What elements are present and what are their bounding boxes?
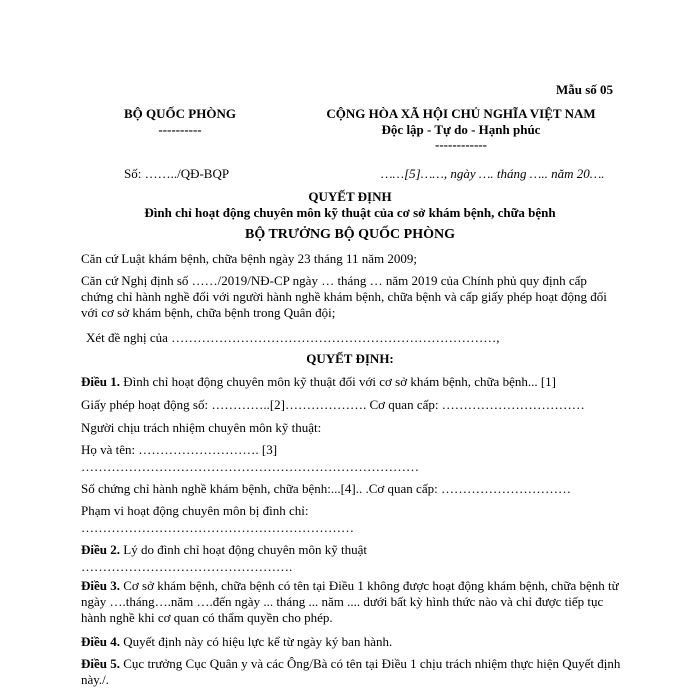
article-1 [81,374,621,390]
article-4 [81,634,621,650]
article-1-text: Đình chỉ hoạt động chuyên môn kỹ thuật đối với cơ sở khám bệnh, chữa bệnh... [1] [120,374,557,389]
article-4-text: Quyết định này có hiệu lực kể từ ngày ký ban hành. [120,634,393,649]
article-3-label: Điều 3. [81,578,120,593]
name-line: Họ và tên: ………………………. [3] [81,442,278,457]
article-2-dotted-line: …………………………………………. [81,559,293,574]
document-subtitle: Đình chỉ hoạt động chuyên môn kỹ thuật của cơ sở khám bệnh, chữa bệnh [144,205,556,220]
place-and-date: ……[5]……, ngày …. tháng ….. năm 20…. [381,166,605,181]
decision-heading: QUYẾT ĐỊNH: [306,351,394,366]
license-line: Giấy phép hoạt động số: …………..[2]………………. Cơ quan cấp: …………………………… [81,397,585,412]
article-2-text: Lý do đình chỉ hoạt động chuyên môn kỹ thuật [120,542,367,557]
article-5-label: Điều 5. [81,656,120,671]
document-number: Số: ……../QĐ-BQP [124,166,230,181]
country-name: CỘNG HÒA XÃ HỘI CHỦ NGHĨA VIỆT NAM [326,106,596,121]
responsible-person-label: Người chịu trách nhiệm chuyên môn kỹ thuật: [81,420,322,435]
basis-decree: Căn cứ Nghị định số ……/2019/NĐ-CP ngày … tháng … năm 2019 của Chính phủ quy định cấp chứng chỉ hành nghề đối với người hành nghề khám bệnh, chữa bệnh và cấp giấy phép hoạt động đối với cơ sở khám bệnh, chữa bệnh trong Quân đội; [81,273,607,320]
ministry-rule: ---------- [158,122,202,137]
article-2 [81,542,621,558]
article-1-label: Điều 1. [81,374,120,389]
ministry-name: BỘ QUỐC PHÒNG [124,106,236,121]
article-5 [81,656,621,688]
certificate-line: Số chứng chỉ hành nghề khám bệnh, chữa bệnh:...[4].. .Cơ quan cấp: ………………………… [81,481,571,496]
article-3 [81,578,621,626]
article-3-text: Cơ sở khám bệnh, chữa bệnh có tên tại Điều 1 không được hoạt động khám bệnh, chữa bệnh từ ngày ….tháng….năm ….đến ngày ... tháng ... năm .... dưới bất kỳ hình thức nào và chỉ được tiếp tục hành nghề khi cơ quan có thẩm quyền cho phép. [81,578,619,625]
form-number: Mẫu số 05 [556,82,614,97]
basis-law: Căn cứ Luật khám bệnh, chữa bệnh ngày 23 tháng 11 năm 2009; [81,251,418,266]
article-5-text: Cục trưởng Cục Quân y và các Ông/Bà có tên tại Điều 1 chịu trách nhiệm thực hiện Quyết định này./. [81,656,621,687]
dotted-line: …………………………………………………………………… [81,459,419,474]
scope-dotted-line: ……………………………………………………… [81,520,354,535]
motto-rule: ------------ [435,137,487,152]
proposal-line: Xét đề nghị của …………………………………………………………………, [86,330,500,345]
issuing-authority: BỘ TRƯỞNG BỘ QUỐC PHÒNG [244,227,455,242]
document-title: QUYẾT ĐỊNH [308,189,392,204]
scope-label: Phạm vi hoạt động chuyên môn bị đình chỉ: [81,503,309,518]
article-2-label: Điều 2. [81,542,120,557]
national-motto: Độc lập - Tự do - Hạnh phúc [381,122,541,137]
article-4-label: Điều 4. [81,634,120,649]
